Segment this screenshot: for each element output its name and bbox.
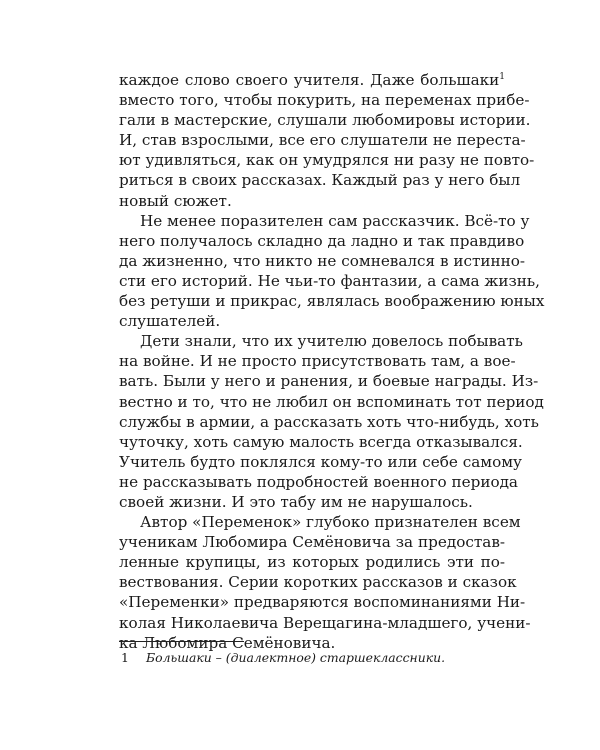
text-line: Не менее поразителен сам рассказчик. Всё-то у bbox=[140, 211, 530, 230]
text-line: Учитель будто поклялся кому-то или себе самому bbox=[119, 452, 522, 471]
paragraph-1 bbox=[119, 70, 535, 211]
text-line: риться в своих рассказах. Каждый раз у него был bbox=[119, 171, 521, 190]
text-line: да жизненно, что никто не сомневался в истинно- bbox=[119, 251, 526, 270]
text-line: ученикам Любомира Семёновича за предостав- bbox=[119, 533, 505, 552]
text-line: ка Любомира Семёновича. bbox=[119, 633, 336, 652]
text-line: ленные крупицы, из которых родились эти по- bbox=[119, 553, 505, 572]
text-line: своей жизни. И это табу им не нарушалось. bbox=[119, 492, 473, 511]
text-line: него получалось складно да ладно и так правдиво bbox=[119, 231, 525, 250]
text-line: И, став взрослыми, все его слушатели не переста- bbox=[119, 131, 526, 150]
footnote-number: 1 bbox=[121, 650, 129, 665]
footnote-divider bbox=[119, 641, 244, 642]
text-line: вестно и то, что не любил он вспоминать тот период bbox=[119, 392, 544, 411]
text-line: гали в мастерские, слушали любомировы истории. bbox=[119, 111, 531, 130]
text-line: сти его историй. Не чьи-то фантазии, а сама жизнь, bbox=[119, 271, 541, 290]
text-line: службы в армии, а рассказать хоть что-нибудь, хоть bbox=[119, 412, 539, 431]
text-line: колая Николаевича Верещагина-младшего, учени- bbox=[119, 613, 531, 632]
footnote bbox=[121, 650, 445, 665]
text-line: слушателей. bbox=[119, 312, 221, 331]
text-line: вать. Были у него и ранения, и боевые награды. Из- bbox=[119, 372, 539, 391]
text-line: Автор «Переменок» глубоко признателен всем bbox=[140, 513, 521, 532]
body-text bbox=[119, 70, 545, 653]
text-line: на войне. И не просто присутствовать там, а вое- bbox=[119, 352, 516, 371]
text-line: без ретуши и прикрас, являлась воображению юных bbox=[119, 292, 545, 311]
text-line: вместо того, чтобы покурить, на переменах прибе- bbox=[119, 91, 530, 110]
paragraph-2 bbox=[119, 211, 545, 332]
text-line: чуточку, хоть самую малость всегда отказывался. bbox=[119, 432, 523, 451]
paragraph-3 bbox=[119, 331, 544, 512]
text-line: вествования. Серии коротких рассказов и сказок bbox=[119, 573, 517, 592]
text-line: не рассказывать подробностей военного периода bbox=[119, 472, 518, 491]
footnote-marker: 1 bbox=[499, 72, 505, 82]
paragraph-4 bbox=[119, 512, 531, 653]
text-line: каждое слово своего учителя. Даже большаки$^1$ bbox=[119, 71, 505, 89]
text-line: «Переменки» предваряются воспоминаниями Ни- bbox=[119, 593, 526, 612]
text-line: ют удивляться, как он умудрялся ни разу не повто- bbox=[119, 151, 535, 170]
text-line: Дети знали, что их учителю довелось побывать bbox=[140, 332, 523, 351]
text-line: новый сюжет. bbox=[119, 191, 232, 210]
footnote-text: Большаки – (диалектное) старшеклассники. bbox=[146, 650, 446, 665]
